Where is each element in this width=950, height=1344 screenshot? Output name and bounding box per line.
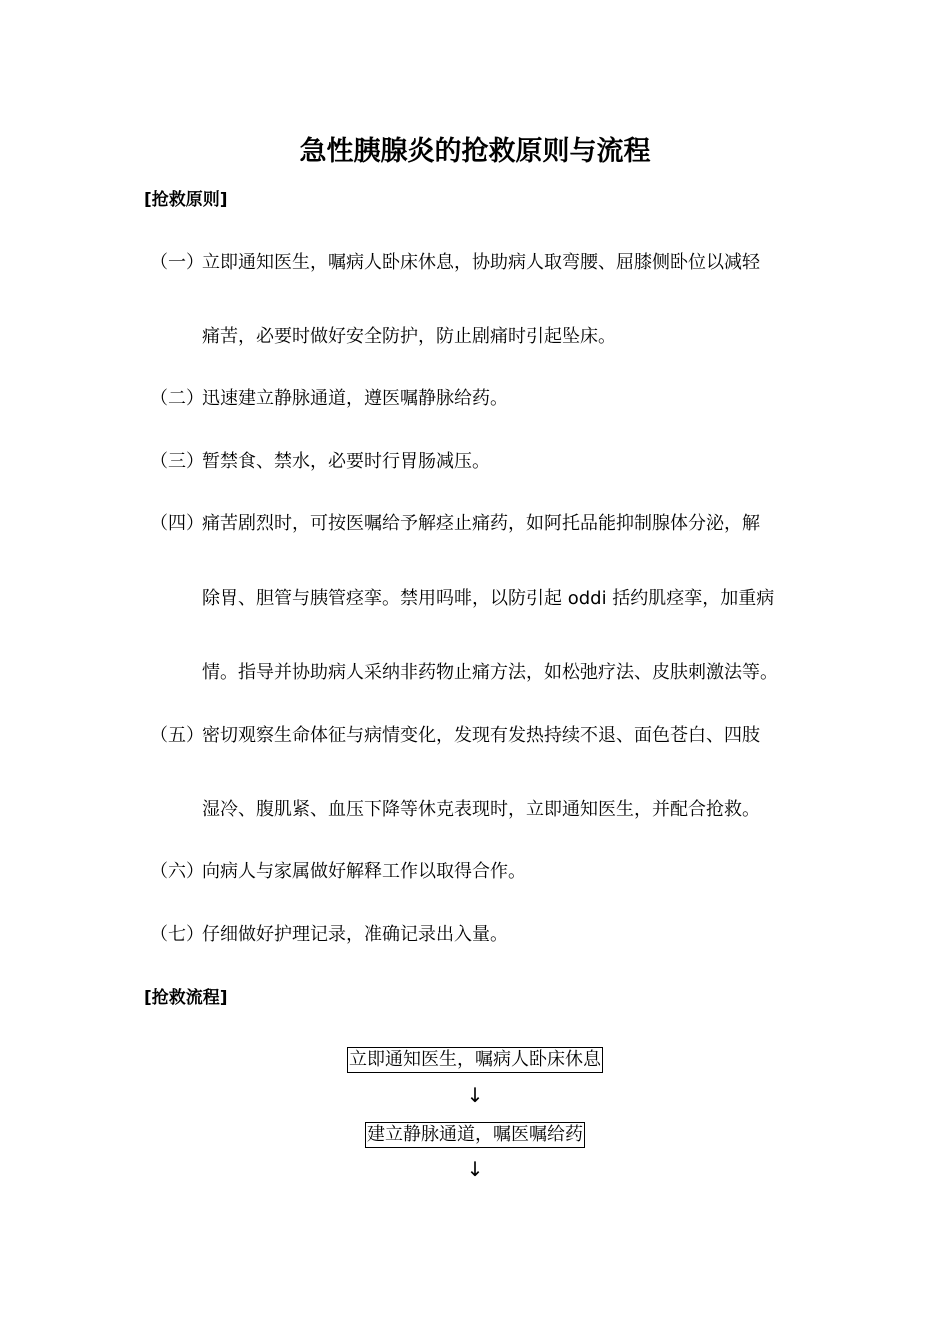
flow-step-2 [0, 1122, 950, 1148]
item-1-line-1: 立即通知医生，嘱病人卧床休息，协助病人取弯腰、屈膝侧卧位以减轻 [202, 252, 760, 273]
flow-step-1-box: 立即通知医生，嘱病人卧床休息 [347, 1047, 603, 1073]
item-1-marker: （一） [150, 252, 204, 273]
principles-heading: [抢救原则] [144, 190, 228, 210]
flow-arrow-2: ↓ [466, 1157, 484, 1181]
item-3-marker: （三） [150, 451, 204, 472]
flow-heading: [抢救流程] [144, 988, 228, 1008]
item-6-line-1: 向病人与家属做好解释工作以取得合作。 [202, 861, 526, 882]
item-7-line-1: 仔细做好护理记录，准确记录出入量。 [202, 924, 508, 945]
item-3-line-1: 暂禁食、禁水，必要时行胃肠减压。 [202, 451, 490, 472]
item-7-marker: （七） [150, 924, 204, 945]
item-4-marker: （四） [150, 513, 204, 534]
item-5-line-1: 密切观察生命体征与病情变化，发现有发热持续不退、面色苍白、四肢 [202, 725, 760, 746]
item-4-line-1: 痛苦剧烈时，可按医嘱给予解痉止痛药，如阿托品能抑制腺体分泌，解 [202, 513, 760, 534]
item-2-marker: （二） [150, 388, 204, 409]
item-1-line-2: 痛苦，必要时做好安全防护，防止剧痛时引起坠床。 [202, 326, 616, 347]
flow-arrow-1: ↓ [466, 1083, 484, 1107]
flow-step-2-box: 建立静脉通道，嘱医嘱给药 [365, 1122, 585, 1148]
item-2-line-1: 迅速建立静脉通道，遵医嘱静脉给药。 [202, 388, 508, 409]
item-6-marker: （六） [150, 861, 204, 882]
document-title: 急性胰腺炎的抢救原则与流程 [299, 136, 651, 167]
item-4-line-3: 情。指导并协助病人采纳非药物止痛方法，如松弛疗法、皮肤刺激法等。 [202, 662, 778, 683]
item-5-line-2: 湿冷、腹肌紧、血压下降等休克表现时，立即通知医生，并配合抢救。 [202, 799, 760, 820]
item-5-marker: （五） [150, 725, 204, 746]
item-4-line-2: 除胃、胆管与胰管痉挛。禁用吗啡，以防引起 oddi 括约肌痉挛，加重病 [202, 588, 775, 609]
flow-step-1 [0, 1047, 950, 1073]
